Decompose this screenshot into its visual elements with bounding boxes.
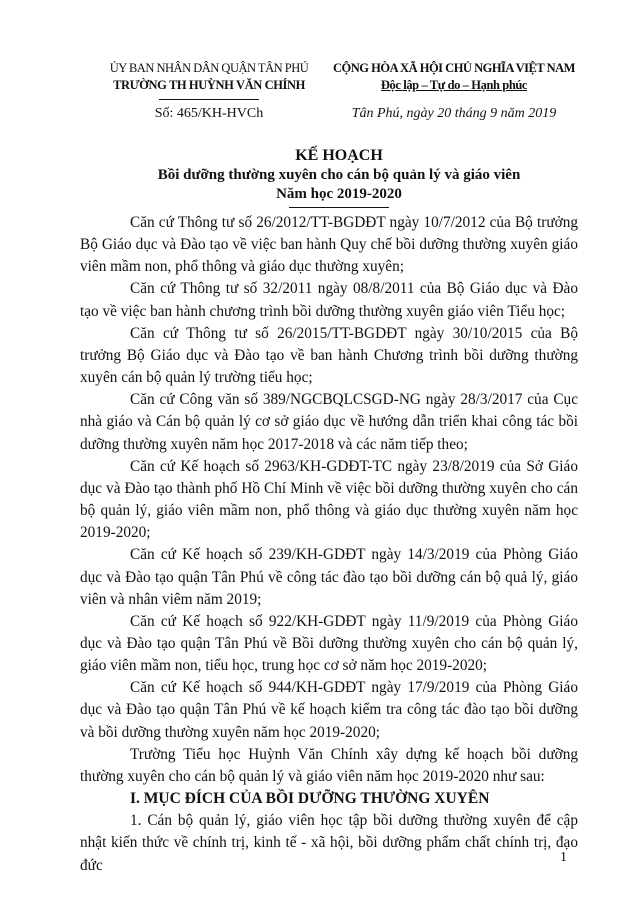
school-year: Năm học 2019-2020 bbox=[276, 186, 402, 202]
paragraph: Căn cứ Thông tư số 26/2015/TT-BGDĐT ngày 30/10/2015 của Bộ trưởng Bộ Giáo dục và Đào tạo về ban hành Chương trình bồi dưỡng thường xuyên cán bộ quản lý trường tiểu học; bbox=[80, 324, 578, 387]
document-number: Số: 465/KH-HVCh bbox=[154, 106, 264, 121]
document-date: Tân Phú, ngày 20 tháng 9 năm 2019 bbox=[351, 106, 557, 121]
paragraph: Trường Tiểu học Huỳnh Văn Chính xây dựng kế hoạch bồi dưỡng thường xuyên cho cán bộ quản lý và giáo viên năm học 2019-2020 như sau: bbox=[80, 745, 578, 785]
document-body bbox=[80, 212, 578, 877]
paragraph: Căn cứ Thông tư số 32/2011 ngày 08/8/2011 của Bộ Giáo dục và Đào tạo về việc ban hành chương trình bồi dưỡng thường xuyên giáo viên Tiểu học; bbox=[80, 280, 578, 320]
issuer-block bbox=[100, 60, 318, 100]
agency-name: ỦY BAN NHÂN DÂN QUẬN TÂN PHÚ bbox=[109, 61, 309, 75]
paragraph: Căn cứ Kế hoạch số 944/KH-GDĐT ngày 17/9/2019 của Phòng Giáo dục và Đào tạo quận Tân Phú về kế hoạch kiểm tra công tác đào tạo bồi dưỡng và bồi dưỡng thường xuyên năm học 2019-2020; bbox=[80, 679, 578, 741]
national-header bbox=[330, 60, 578, 94]
paragraph: Căn cứ Công văn số 389/NGCBQLCSGD-NG ngày 28/3/2017 của Cục nhà giáo và Cán bộ quản lý cơ sở giáo dục về hướng dẫn triển khai công tác bồi dưỡng thường xuyên năm học 2017-2018 và các năm tiếp theo; bbox=[80, 391, 578, 453]
national-motto: Độc lập – Tự do – Hạnh phúc bbox=[380, 78, 528, 92]
title-block bbox=[100, 146, 578, 208]
paragraph: Căn cứ Kế hoạch số 922/KH-GDĐT ngày 11/9/2019 của Phòng Giáo dục và Đào tạo quận Tân Phú về Bồi dưỡng thường xuyên cho cán bộ quản lý, giáo viên mầm non, tiểu học, trung học cơ sở năm học 2019-2020; bbox=[80, 612, 578, 675]
section-heading: I. MỤC ĐÍCH CỦA BỒI DƯỠNG THƯỜNG XUYÊN bbox=[130, 790, 490, 808]
section-paragraph: 1. Cán bộ quản lý, giáo viên học tập bồi dưỡng thường xuyên để cập nhật kiến thức về chính trị, kinh tế - xã hội, bồi dưỡng phẩm chất chính trị, đạo đức bbox=[80, 812, 578, 874]
issuer-underline bbox=[159, 99, 259, 100]
document-subtitle: Bồi dưỡng thường xuyên cho cán bộ quản lý và giáo viên bbox=[157, 167, 521, 183]
republic-name: CỘNG HÒA XÃ HỘI CHỦ NGHĨA VIỆT NAM bbox=[333, 61, 575, 75]
paragraph: Căn cứ Kế hoạch số 239/KH-GDĐT ngày 14/3/2019 của Phòng Giáo dục và Đào tạo quận Tân Phú về công tác đào tạo bồi dưỡng cán bộ quả lý, giáo viên và nhân viêm năm 2019; bbox=[80, 546, 578, 608]
page-number: 1 bbox=[560, 850, 567, 865]
school-name: TRƯỜNG TH HUỲNH VĂN CHÍNH bbox=[113, 78, 305, 92]
document-title: KẾ HOẠCH bbox=[295, 147, 383, 164]
paragraph: Căn cứ Thông tư số 26/2012/TT-BGDĐT ngày 10/7/2012 của Bộ trưởng Bộ Giáo dục và Đào tạo về việc ban hành Quy chế bồi dưỡng thường xuyên giáo viên mầm non, phổ thông và giáo dục thường xuyên; bbox=[80, 214, 578, 276]
title-underline bbox=[289, 207, 389, 208]
paragraph: Căn cứ Kế hoạch số 2963/KH-GDĐT-TC ngày 23/8/2019 của Sở Giáo dục và Đào tạo thành phố Hồ Chí Minh về việc bồi dưỡng thường xuyên cho cán bộ quản lý, giáo viên mầm non, phổ thông và giáo dục thường xuyên năm học 2019-2020; bbox=[80, 457, 578, 542]
